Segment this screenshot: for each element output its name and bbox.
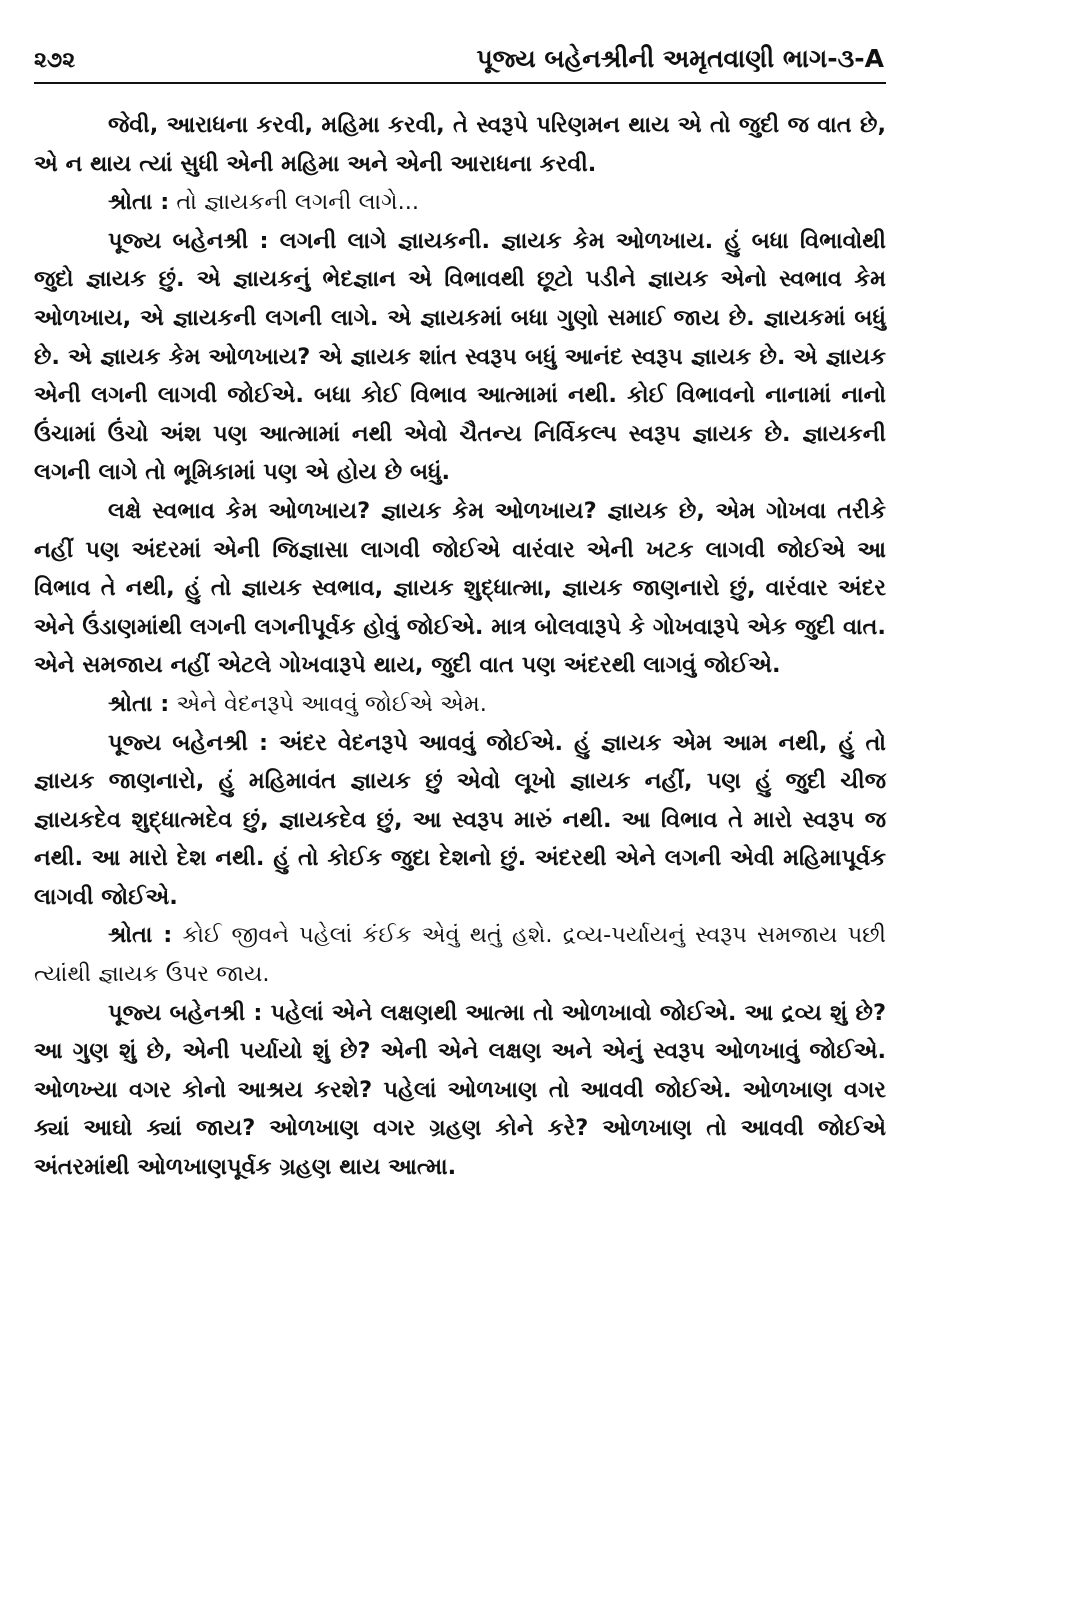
speaker-label: શ્રોતા : — [108, 922, 173, 949]
speaker-label: પૂજ્ય બહેનશ્રી : — [108, 999, 263, 1026]
listener-question — [34, 916, 886, 993]
paragraph-text: તો જ્ઞાયકની લગની લાગે... — [169, 189, 420, 216]
document-page — [34, 40, 886, 1187]
listener-question — [34, 183, 886, 222]
paragraph — [34, 492, 886, 685]
paragraph-text: અંદર વેદનરૂપે આવવું જોઈએ. હું જ્ઞાયક એમ આમ નથી, હું તો જ્ઞાયક જાણનારો, હું મહિમાવંત જ્ઞાયક છું એવો લૂખો જ્ઞાયક નહીં, પણ હું જુદી ચીજ જ્ઞાયકદેવ શુદ્ધાત્મદેવ છું, જ્ઞાયકદેવ છું, આ સ્વરૂપ મારું નથી. આ વિભાવ તે મારો સ્વરૂપ જ નથી. આ મારો દેશ નથી. હું તો કોઈક જુદા દેશનો છું. અંદરથી એને લગની એવી મહિમાપૂર્વક લાગવી જોઈએ. — [34, 729, 886, 910]
listener-question — [34, 685, 886, 724]
speaker-label: શ્રોતા : — [108, 690, 170, 717]
page-number: ૨૭૨ — [34, 48, 76, 73]
paragraph-text: લગની લાગે જ્ઞાયકની. જ્ઞાયક કેમ ઓળખાય. હું બધા વિભાવોથી જુદો જ્ઞાયક છું. એ જ્ઞાયકનું ભેદજ્ઞાન એ વિભાવથી છૂટો પડીને જ્ઞાયક એનો સ્વભાવ કેમ ઓળખાય, એ જ્ઞાયકની લગની લાગે. એ જ્ઞાયકમાં બધા ગુણો સમાઈ જાય છે. જ્ઞાયકમાં બધું છે. એ જ્ઞાયક કેમ ઓળખાય? એ જ્ઞાયક શાંત સ્વરૂપ બધું આનંદ સ્વરૂપ જ્ઞાયક છે. એ જ્ઞાયક એની લગની લાગવી જોઈએ. બધા કોઈ વિભાવ આત્મામાં નથી. કોઈ વિભાવનો નાનામાં નાનો ઉંચામાં ઉંચો અંશ પણ આત્મામાં નથી એવો ચૈતન્ય નિર્વિકલ્પ સ્વરૂપ જ્ઞાયક છે. જ્ઞાયકની લગની લાગે તો ભૂમિકામાં પણ એ હોય છે બધું. — [34, 227, 886, 486]
speaker-label: શ્રોતા : — [108, 189, 170, 216]
bahenshri-answer — [34, 222, 886, 492]
bahenshri-answer — [34, 724, 886, 917]
page-content — [34, 106, 886, 1187]
paragraph-text: એને વેદનરૂપે આવવું જોઈએ એમ. — [169, 690, 487, 717]
bahenshri-answer — [34, 994, 886, 1187]
speaker-label: પૂજ્ય બહેનશ્રી : — [108, 729, 268, 756]
paragraph-text: જેવી, આરાધના કરવી, મહિમા કરવી, તે સ્વરૂપે પરિણમન થાય એ તો જુદી જ વાત છે, એ ન થાય ત્યાં સુધી એની મહિમા અને એની આરાધના કરવી. — [34, 112, 886, 177]
running-title: પૂજ્ય બહેનશ્રીની અમૃતવાણી ભાગ-૩-A — [476, 44, 884, 73]
paragraph-text: પહેલાં એને લક્ષણથી આત્મા તો ઓળખાવો જોઈએ. આ દ્રવ્ય શું છે? આ ગુણ શું છે, એની પર્યાયો શું છે? એની એને લક્ષણ અને એનું સ્વરૂપ ઓળખાવું જોઈએ. ઓળખ્યા વગર કોનો આશ્રય કરશે? પહેલાં ઓળખાણ તો આવવી જોઈએ. ઓળખાણ વગર ક્યાં આઘો ક્યાં જાય? ઓળખાણ વગર ગ્રહણ કોને કરે? ઓળખાણ તો આવવી જોઈએ અંતરમાંથી ઓળખાણપૂર્વક ગ્રહણ થાય આત્મા. — [34, 999, 886, 1181]
paragraph-continuation — [34, 106, 886, 183]
paragraph-text: કોઈ જીવને પહેલાં કંઈક એવું થતું હશે. દ્રવ્ય-પર્યાયનું સ્વરૂપ સમજાય પછી ત્યાંથી જ્ઞાયક ઉપર જાય. — [34, 922, 886, 988]
speaker-label: પૂજ્ય બહેનશ્રી : — [108, 227, 269, 254]
page-header — [34, 40, 886, 84]
paragraph-text: લક્ષે સ્વભાવ કેમ ઓળખાય? જ્ઞાયક કેમ ઓળખાય? જ્ઞાયક છે, એમ ગોખવા તરીકે નહીં પણ અંદરમાં એની જિજ્ઞાસા લાગવી જોઈએ વારંવાર એની ખટક લાગવી જોઈએ આ વિભાવ તે નથી, હું તો જ્ઞાયક સ્વભાવ, જ્ઞાયક શુદ્ધાત્મા, જ્ઞાયક જાણનારો છું, વારંવાર અંદર એને ઉંડાણમાંથી લગની લગનીપૂર્વક હોવું જોઈએ. માત્ર બોલવારૂપે કે ગોખવારૂપે એક જુદી વાત. એને સમજાય નહીં એટલે ગોખવારૂપે થાય, જુદી વાત પણ અંદરથી લાગવું જોઈએ. — [34, 497, 886, 679]
